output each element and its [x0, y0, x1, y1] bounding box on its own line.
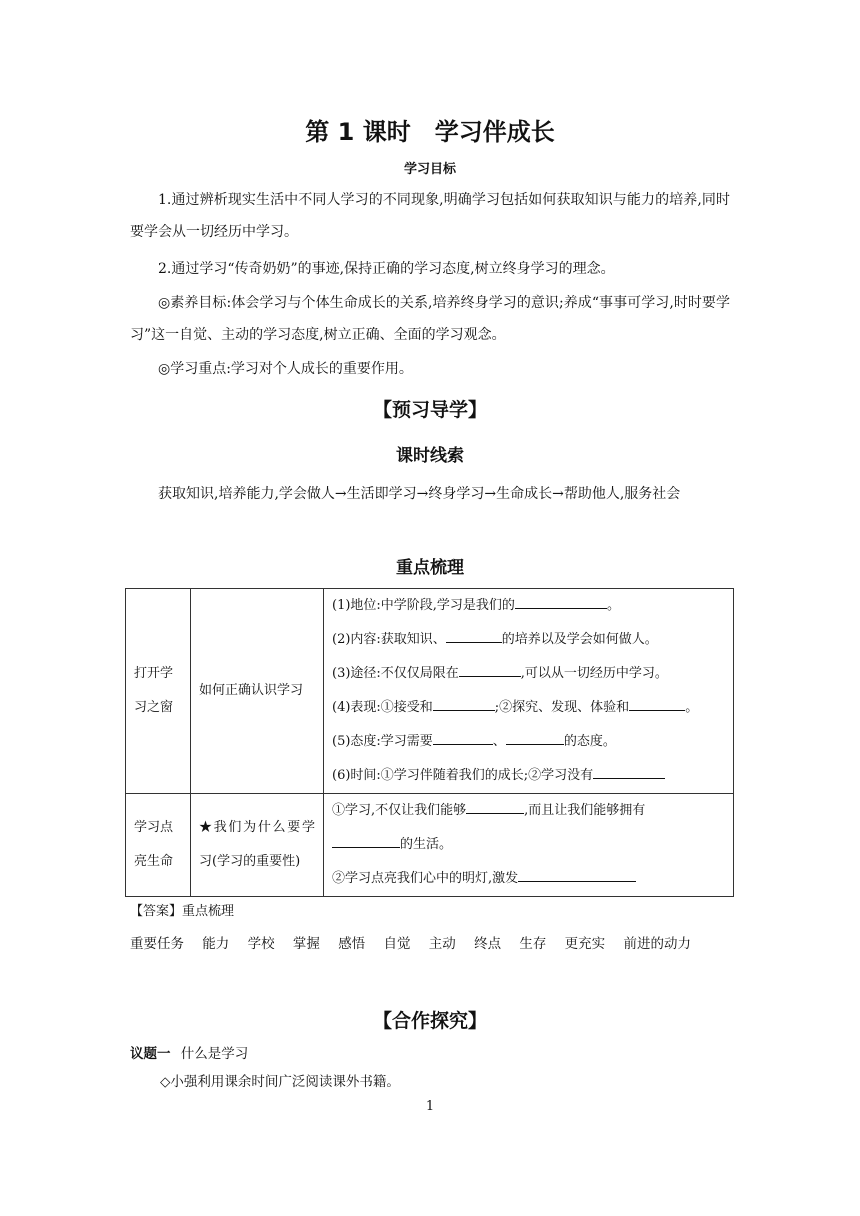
list-item: (4)表现:①接受和 ;②探究、发现、体验和 。 — [332, 691, 725, 725]
page-number: 1 — [425, 1099, 435, 1114]
review-heading: 重点梳理 — [396, 558, 464, 578]
blank-line — [506, 730, 564, 745]
row1-category: 打开学习之窗 — [126, 589, 191, 794]
list-item: (5)态度:学习需要 、 的态度。 — [332, 725, 725, 759]
answer-item: 能力 — [202, 936, 230, 952]
answer-item: 更充实 — [564, 936, 606, 952]
row1-topic: 如何正确认识学习 — [191, 589, 324, 794]
review-table — [125, 588, 734, 897]
answer-item: 前进的动力 — [623, 936, 691, 952]
issue-title: 什么是学习 — [180, 1046, 249, 1062]
issue-line — [130, 1042, 248, 1062]
objective-core-literacy: ◎素养目标:体会学习与个体生命成长的关系,培养终身学习的意识;养成“事事可学习,时时要学习”这一自觉、主动的学习态度,树立正确、全面的学习观念。 — [130, 295, 730, 343]
answer-item: 终点 — [474, 936, 502, 952]
list-item: 的生活。 — [332, 828, 725, 862]
blank-line — [629, 696, 685, 711]
list-item: ②学习点亮我们心中的明灯,激发 — [332, 862, 725, 896]
blank-line — [433, 730, 493, 745]
issue-label: 议题一 — [130, 1046, 171, 1062]
list-item: (6)时间:①学习伴随着我们的成长;②学习没有 — [332, 759, 725, 793]
answer-item: 主动 — [428, 936, 456, 952]
blank-line — [459, 662, 521, 677]
objective-key-point: ◎学习重点:学习对个人成长的重要作用。 — [158, 361, 413, 377]
list-item: (3)途径:不仅仅局限在 ,可以从一切经历中学习。 — [332, 657, 725, 691]
blank-line — [515, 594, 607, 609]
clue-text: 获取知识,培养能力,学会做人→生活即学习→终身学习→生命成长→帮助他人,服务社会 — [158, 486, 681, 502]
objective-1: 1.通过辨析现实生活中不同人学习的不同现象,明确学习包括如何获取知识与能力的培养,同时要学会从一切经历中学习。 — [130, 192, 730, 240]
answer-item: 生存 — [519, 936, 547, 952]
answer-item: 学校 — [247, 936, 275, 952]
row2-topic: ★我们为什么要学习(学习的重要性) — [191, 794, 324, 897]
answer-item: 重要任务 — [130, 936, 184, 952]
objectives-heading: 学习目标 — [403, 162, 456, 177]
list-item: ①学习,不仅让我们能够 ,而且让我们能够拥有 — [332, 794, 725, 828]
answer-item: 掌握 — [292, 936, 320, 952]
table-row — [126, 589, 734, 794]
clue-heading: 课时线索 — [396, 446, 464, 466]
row2-category: 学习点亮生命 — [126, 794, 191, 897]
answer-item: 自觉 — [383, 936, 411, 952]
list-item: (2)内容:获取知识、 的培养以及学会如何做人。 — [332, 623, 725, 657]
blank-line — [593, 764, 665, 779]
blank-line — [332, 833, 400, 848]
answer-list — [130, 932, 705, 952]
answer-item: 感悟 — [338, 936, 366, 952]
table-row — [126, 794, 734, 897]
objective-2: 2.通过学习“传奇奶奶”的事迹,保持正确的学习态度,树立终身学习的理念。 — [158, 261, 615, 277]
row2-details — [324, 794, 734, 897]
page-title: 第 1 课时 学习伴成长 — [305, 118, 555, 146]
list-item: (1)地位:中学阶段,学习是我们的 。 — [332, 589, 725, 623]
cooperation-heading: 【合作探究】 — [372, 1010, 487, 1032]
blank-line — [518, 867, 636, 882]
answer-label: 【答案】重点梳理 — [130, 904, 235, 919]
row1-details — [324, 589, 734, 794]
blank-line — [446, 628, 502, 643]
blank-line — [466, 799, 524, 814]
blank-line — [433, 696, 495, 711]
issue-bullet: ◇小强利用课余时间广泛阅读课外书籍。 — [160, 1074, 400, 1090]
preview-heading: 【预习导学】 — [372, 399, 487, 421]
